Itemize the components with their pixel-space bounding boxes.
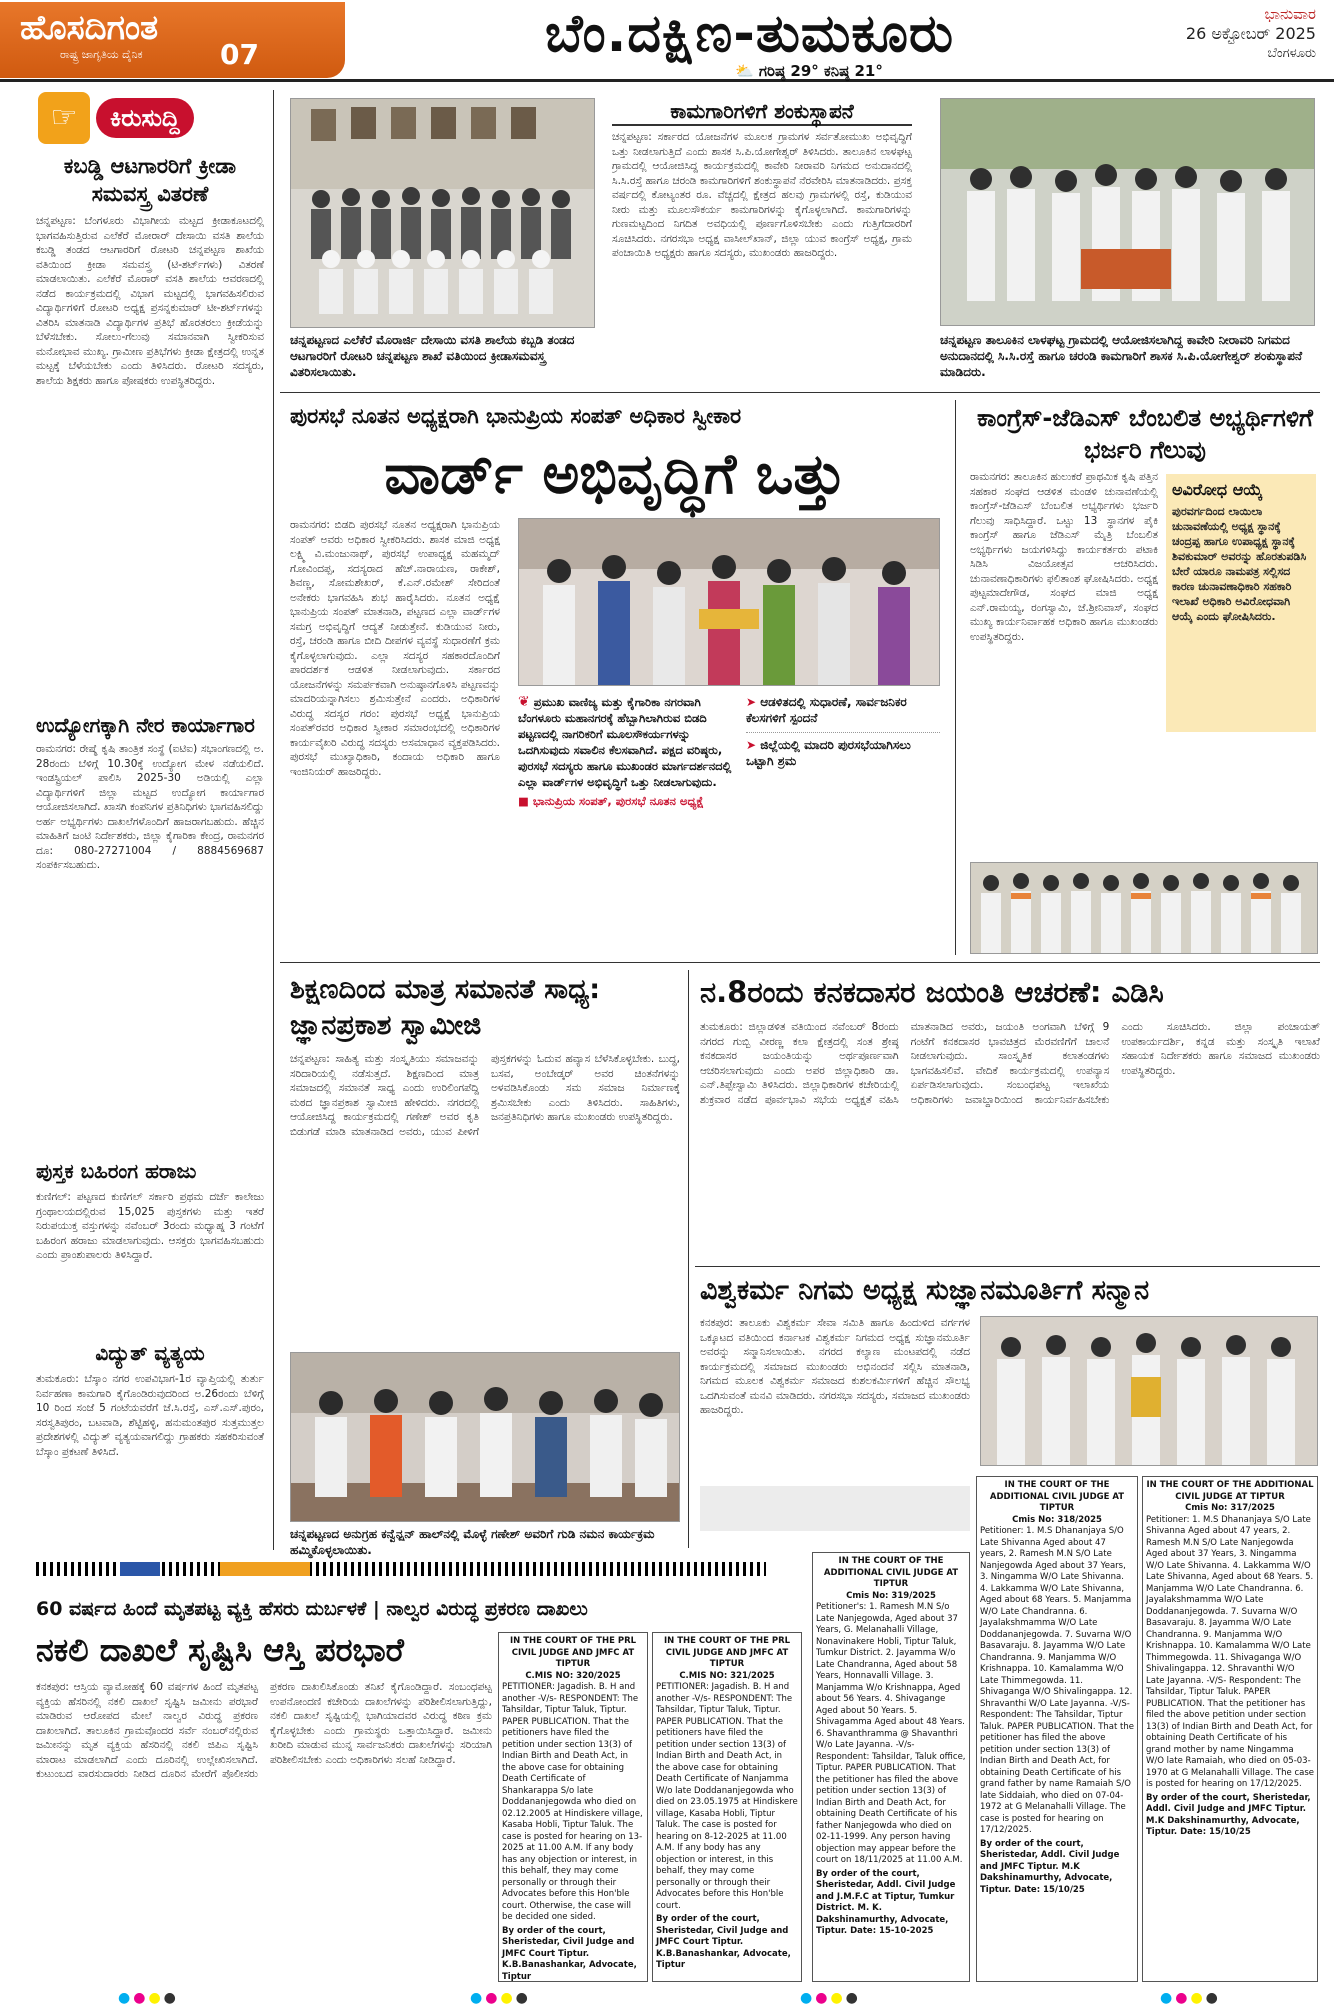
lead-body: ರಾಮನಗರ: ಬಿಡದಿ ಪುರಸಭೆ ನೂತನ ಅಧ್ಯಕ್ಷರಾಗಿ ಭಾನುಪ್ರಿಯ ಸಂಪತ್ ಅವರು ಅಧಿಕಾರ ಸ್ವೀಕರಿಸಿದರು. ಶಾಸಕ ಮಾಜಿ ಅಧ್ಯಕ್ಷ ಲಕ್ಷ್ಮಿ ವಿ.ಮಂಜುನಾಥ್, ಪುರಸಭೆ ಉಪಾಧ್ಯಕ್ಷ ಮಹಮ್ಮದ್ ಗೋವಿಂದಪ್ಪ, ಸದಸ್ಯರಾದ ಹೆಚ್.ನಾರಾಯಣ, ರಾಕೇಶ್, ಶಿವಣ್ಣ, ಸೋಮಶೇಖರ್, ಕೆ.ಎನ್.ರಮೇಶ್ ಸೇರಿದಂತೆ ಅನೇಕರು ಭಾಗವಹಿಸಿ ಶುಭ ಹಾರೈಸಿದರು. ನೂತನ ಅಧ್ಯಕ್ಷೆ ಭಾನುಪ್ರಿಯ ಸಂಪತ್ ಮಾತನಾಡಿ, ಪಟ್ಟಣದ ಎಲ್ಲಾ ವಾರ್ಡ್‌ಗಳ ಸಮಗ್ರ ಅಭಿವೃದ್ಧಿಗೆ ಆದ್ಯತೆ ನೀಡುತ್ತೇನೆ. ಕುಡಿಯುವ ನೀರು, ರಸ್ತೆ, ಚರಂಡಿ ಹಾಗೂ ಬೀದಿ ದೀಪಗಳ ವ್ಯವಸ್ಥೆ ಸುಧಾರಣೆಗೆ ಕ್ರಮ ಕೈಗೊಳ್ಳಲಾಗುವುದು. ಎಲ್ಲಾ ಸದಸ್ಯರ ಸಹಕಾರದೊಂದಿಗೆ ಪಾರದರ್ಶಕ ಆಡಳಿತ ನೀಡಲಾಗುವುದು. ಸರ್ಕಾರದ ಯೋಜನೆಗಳನ್ನು ಸಮರ್ಪಕವಾಗಿ ಅನುಷ್ಠಾನಗೊಳಿಸಿ ಪಟ್ಟಣವನ್ನು ಮಾದರಿಯನ್ನಾಗಿಸಲು ಶ್ರಮಿಸುತ್ತೇನೆ ಎಂದರು. ಅಧಿಕಾರಿಗಳ ವಿರುದ್ಧ ಸದಸ್ಯರ ಗರಂ: ಪುರಸಭೆ ಅಧ್ಯಕ್ಷೆ ಭಾನುಪ್ರಿಯ ಸಂಪತ್‌ರವರ ಅಧಿಕಾರ ಸ್ವೀಕಾರ ಸಮಾರಂಭದಲ್ಲಿ ಅಧಿಕಾರಿಗಳ ಕಾರ್ಯವೈಖರಿ ವಿರುದ್ಧ ಸದಸ್ಯರು ಅಸಮಾಧಾನ ವ್ಯಕ್ತಪಡಿಸಿದರು. ಪುರಸಭೆ ಮುಖ್ಯಾಧಿಕಾರಿ, ಕಂದಾಯ ಅಧಿಕಾರಿ ಹಾಗೂ ಇಂಜಿನಿಯರ್ ಹಾಜರಿದ್ದರು.: [290, 519, 500, 778]
kamagari-headline: ಕಾಮಗಾರಿಗಳಿಗೆ ಶಂಕುಸ್ಥಾಪನೆ: [612, 98, 912, 126]
logo-tagline: ರಾಷ್ಟ್ರ ಜಾಗೃತಿಯ ದೈನಿಕ: [60, 48, 143, 61]
photo1-caption: ಚನ್ನಪಟ್ಟಣದ ಎಲೆಕೆರೆ ಮೊರಾರ್ಜಿ ದೇಸಾಯಿ ವಸತಿ ಶಾಲೆಯ ಕಬ್ಬಡಿ ತಂಡದ ಆಟಗಾರರಿಗೆ ರೋಟರಿ ಚನ್ನಪಟ್ಟಣ ಶಾಖೆ ವತಿಯಿಂದ ಕ್ರೀಡಾಸಮವಸ್ತ್ರ ವಿತರಿಸಲಾಯಿತು.: [290, 333, 575, 379]
kanakadasa-body: ತುಮಕೂರು: ಜಿಲ್ಲಾಡಳಿತ ವತಿಯಿಂದ ನವೆಂಬರ್ 8ರಂದು ನಗರದ ಗುಬ್ಬಿ ವೀರಣ್ಣ ಕಲಾ ಕ್ಷೇತ್ರದಲ್ಲಿ ಸಂತ ಶ್ರೇಷ್ಠ ಕನಕದಾಸರ ಜಯಂತಿಯನ್ನು ಅರ್ಥಪೂರ್ಣವಾಗಿ ಆಚರಿಸಲಾಗುವುದು ಎಂದು ಅಪರ ಜಿಲ್ಲಾಧಿಕಾರಿ ಡಾ. ಎನ್.ತಿಪ್ಪೇಸ್ವಾಮಿ ತಿಳಿಸಿದರು. ಜಿಲ್ಲಾಧಿಕಾರಿಗಳ ಕಚೇರಿಯಲ್ಲಿ ಶುಕ್ರವಾರ ನಡೆದ ಪೂರ್ವಭಾವಿ ಸಭೆಯ ಅಧ್ಯಕ್ಷತೆ ವಹಿಸಿ ಮಾತನಾಡಿದ ಅವರು, ಜಯಂತಿ ಅಂಗವಾಗಿ ಬೆಳಿಗ್ಗೆ 9 ಗಂಟೆಗೆ ಕನಕದಾಸರ ಭಾವಚಿತ್ರದ ಮೆರವಣಿಗೆಗೆ ಚಾಲನೆ ನೀಡಲಾಗುವುದು. ಸಾಂಸ್ಕೃತಿಕ ಕಲಾತಂಡಗಳು ಭಾಗವಹಿಸಲಿವೆ. ವೇದಿಕೆ ಕಾರ್ಯಕ್ರಮದಲ್ಲಿ ಉಪನ್ಯಾಸ ಏರ್ಪಡಿಸಲಾಗುವುದು. ಸಂಬಂಧಪಟ್ಟ ಇಲಾಖೆಯ ಅಧಿಕಾರಿಗಳು ಜವಾಬ್ದಾರಿಯಿಂದ ಕಾರ್ಯನಿರ್ವಹಿಸಬೇಕು ಎಂದು ಸೂಚಿಸಿದರು. ಜಿಲ್ಲಾ ಪಂಚಾಯತ್ ಉಪಕಾರ್ಯದರ್ಶಿ, ಕನ್ನಡ ಮತ್ತು ಸಂಸ್ಕೃತಿ ಇಲಾಖೆ ಸಹಾಯಕ ನಿರ್ದೇಶಕರು ಹಾಗೂ ಸಮಾಜದ ಮುಖಂಡರು ಉಪಸ್ಥಿತರಿದ್ದರು.: [700, 1021, 1320, 1106]
kanakadasa-headline: ನ.8ರಂದು ಕನಕದಾಸರ ಜಯಂತಿ ಆಚರಣೆ: ಎಡಿಸಿ: [700, 975, 1164, 1009]
lead-quote: ಪ್ರಮುಖ ವಾಣಿಜ್ಯ ಮತ್ತು ಕೈಗಾರಿಕಾ ನಗರವಾಗಿ ಬೆಂಗಳೂರು ಮಹಾನಗರಕ್ಕೆ ಹೆಬ್ಬಾಗಿಲಾಗಿರುವ ಬಿಡದಿ ಪಟ್ಟಣದಲ್ಲಿ ನಾಗರಿಕರಿಗೆ ಮೂಲಸೌಕರ್ಯಗಳನ್ನು ಒದಗಿಸುವುದು ಸವಾಲಿನ ಕೆಲಸವಾಗಿದೆ. ಪಕ್ಷದ ವರಿಷ್ಠರು, ಪುರಸಭೆ ಸದಸ್ಯರು ಹಾಗೂ ಮುಖಂಡರ ಮಾರ್ಗದರ್ಶನದಲ್ಲಿ ಎಲ್ಲಾ ವಾರ್ಡ್‌ಗಳ ಅಭಿವೃದ್ಧಿಗೆ ಒತ್ತು ನೀಡಲಾಗುವುದು.: [518, 695, 732, 789]
edition-title: ಬೆಂ.ದಕ್ಷಿಣ-ತುಮಕೂರು: [545, 4, 954, 64]
pustaka-body: ಕುಣಿಗಲ್: ಪಟ್ಟಣದ ಕುಣಿಗಲ್ ಸರ್ಕಾರಿ ಪ್ರಥಮ ದರ್ಜೆ ಕಾಲೇಜು ಗ್ರಂಥಾಲಯದಲ್ಲಿರುವ 15,025 ಪುಸ್ತಕಗಳು ಮತ್ತು ಇತರೆ ನಿರುಪಯುಕ್ತ ವಸ್ತುಗಳನ್ನು ನವೆಂಬರ್ 3ರಂದು ಮಧ್ಯಾಹ್ನ 3 ಗಂಟೆಗೆ ಬಹಿರಂಗ ಹರಾಜು ಮಾಡಲಾಗುವುದು. ಆಸಕ್ತರು ಭಾಗವಹಿಸಬಹುದು ಎಂದು ಪ್ರಾಂಶುಪಾಲರು ತಿಳಿಸಿದ್ದಾರೆ.: [36, 1191, 264, 1261]
legal-notice: IN THE COURT OF THE ADDITIONAL CIVIL JUDGE AT TIPTUR Cmis No: 317/2025 Petitioner: 1. M.S Dhananjaya S/O Late Shivanna Aged about 47 years, 2. Ramesh M.N S/O Late Nanjegowda Aged about 37 Years, 3. Ningamma W/O Late Shivanna. 4. Lakkamma W/O Late Shivanna, Aged about 68 Years. 5. Manjamma W/O Late Chandranna. 6. Jayalakshmamma W/O Late Doddananjegowda. 7. Suvarna W/O Basavaraju. 8. Jayamma W/O Late Chandranna. 9. Manjamma W/O Krishnappa. 10. Kamalamma W/O Late Thimmegowda. 11. Shivaganga W/O Shivalingappa. 12. Shravanthi W/O Late Jayanna. -V/S- Respondent: The Tahsildar, Tiptur Taluk. PAPER PUBLICATION. That the petitioner has filed the above petition under section 13(3) of Indian Birth and Death Act, for obtaining Death Certificate of his grand mother by name Ningamma W/O late Ramaiah, who died on 05-03-1970 at G Melanahalli Village. The case is posted for hearing on 17/12/2025. By order of the court, Sheristedar, Addl. Civil Judge and JMFC Tiptur. M.K Dakshinamurthy, Advocate, Tiptur. Date: 15/10/25: [1142, 1476, 1318, 1982]
row-divider: [280, 962, 1320, 963]
pustaka-headline: ಪುಸ್ತಕ ಬಹಿರಂಗ ಹರಾಜು: [36, 1159, 197, 1183]
bottom-body: ಕನಕಪುರ: ಆಸ್ತಿಯ ವ್ಯಾಮೋಹಕ್ಕೆ 60 ವರ್ಷಗಳ ಹಿಂದೆ ಮೃತಪಟ್ಟ ವ್ಯಕ್ತಿಯ ಹೆಸರಿನಲ್ಲಿ ನಕಲಿ ದಾಖಲೆ ಸೃಷ್ಟಿಸಿ ಜಮೀನು ಪರಭಾರೆ ಮಾಡಿರುವ ಆರೋಪದ ಮೇಲೆ ನಾಲ್ವರ ವಿರುದ್ಧ ಪ್ರಕರಣ ದಾಖಲಾಗಿದೆ. ತಾಲೂಕಿನ ಗ್ರಾಮವೊಂದರ ಸರ್ವೆ ನಂಬರ್‌ನಲ್ಲಿರುವ ಜಮೀನನ್ನು ಮೃತ ವ್ಯಕ್ತಿಯ ಹೆಸರಿನಲ್ಲಿ ನಕಲಿ ಜಿಪಿಎ ಸೃಷ್ಟಿಸಿ ಮಾರಾಟ ಮಾಡಲಾಗಿದೆ ಎಂದು ದೂರಿನಲ್ಲಿ ಉಲ್ಲೇಖಿಸಲಾಗಿದೆ. ಕುಟುಂಬದ ವಾರಸುದಾರರು ನೀಡಿದ ದೂರಿನ ಮೇರೆಗೆ ಪೊಲೀಸರು ಪ್ರಕರಣ ದಾಖಲಿಸಿಕೊಂಡು ತನಿಖೆ ಕೈಗೊಂಡಿದ್ದಾರೆ. ಸಂಬಂಧಪಟ್ಟ ಉಪನೋಂದಣಿ ಕಚೇರಿಯ ದಾಖಲೆಗಳನ್ನು ಪರಿಶೀಲಿಸಲಾಗುತ್ತಿದ್ದು, ನಕಲಿ ದಾಖಲೆ ಸೃಷ್ಟಿಯಲ್ಲಿ ಭಾಗಿಯಾದವರ ವಿರುದ್ಧ ಕಠಿಣ ಕ್ರಮ ಕೈಗೊಳ್ಳಬೇಕು ಎಂದು ಗ್ರಾಮಸ್ಥರು ಒತ್ತಾಯಿಸಿದ್ದಾರೆ. ಜಮೀನು ಖರೀದಿ ಮಾಡುವ ಮುನ್ನ ಸಾರ್ವಜನಿಕರು ದಾಖಲೆಗಳನ್ನು ಸರಿಯಾಗಿ ಪರಿಶೀಲಿಸಬೇಕು ಎಂದು ಅಧಿಕಾರಿಗಳು ಸಲಹೆ ನೀಡಿದ್ದಾರೆ.: [36, 1681, 492, 1780]
shikshana-photo-caption: ಚನ್ನಪಟ್ಟಣದ ಅನುಗ್ರಹ ಕನ್ವೆನ್ಷನ್ ಹಾಲ್‌ನಲ್ಲಿ ಮೊಳ್ಳೆ ಗಣೇಶ್ ಅವರಿಗೆ ಗುಡಿ ನಮನ ಕಾರ್ಯಕ್ರಮ ಹಮ್ಮಿಕೊಳ್ಳಲಾಯಿತು.: [290, 1527, 655, 1557]
lead-photo: [518, 518, 940, 686]
legal-notice: IN THE COURT OF THE ADDITIONAL CIVIL JUDGE AT TIPTUR Cmis No: 319/2025 Petitioner's: 1. Ramesh M.N S/o Late Nanjegowda, Aged about 37 Years, G. Melanahalli Village, Nonavinakere Hobli, Tiptur Taluk, Tumkur District. 2. Jayamma W/o Late Chandranna, Aged about 58 Years, Honnavalli Village. 3. Manjamma W/o Krishnappa, Aged about 56 Years. 4. Shivagange Aged about 50 Years. 5. Shivagamma Aged about 48 Years. 6. Shavanthramma @ Shavanthri W/o Late Jayanna. -V/s- Respondent: Tahsildar, Taluk office, Tiptur. PAPER PUBLICATION. That the petitioner has filed the above petition under section 13(3) of Indian Birth and Death Act, for obtaining Death Certificate of his father Nanjegowda who died on 02-11-1999. Any person having objection may appear before the court on 18/11/2025 at 11.00 A.M. By order of the court, Sheristedar, Addl. Civil Judge and J.M.F.C at Tiptur, Tumkur District. M. K. Dakshinamurthy, Advocate, Tiptur. Date: 15-10-2025: [812, 1552, 970, 1982]
bottom-kicker: 60 ವರ್ಷದ ಹಿಂದೆ ಮೃತಪಟ್ಟ ವ್ಯಕ್ತಿ ಹೆಸರು ದುರ್ಬಳಕೆ | ನಾಲ್ವರ ವಿರುದ್ಧ ಪ್ರಕರಣ ದಾಖಲು: [36, 1598, 588, 1620]
lead-bullets: [746, 694, 940, 769]
ribbon-swatch: [120, 1562, 160, 1576]
lead-bullet-1: ಆಡಳಿತದಲ್ಲಿ ಸುಧಾರಣೆ, ಸಾರ್ವಜನಿಕರ ಕೆಲಸಗಳಿಗೆ ಸ್ಪಂದನೆ: [746, 695, 907, 725]
square-bullet-icon: ■: [518, 794, 533, 808]
avirodha-body: ಪುರವರ್ಗದಿಂದ ಲಾಯಿಲಾ ಚುನಾವಣೆಯಲ್ಲಿ ಅಧ್ಯಕ್ಷ ಸ್ಥಾನಕ್ಕೆ ಚಂದ್ರಪ್ಪ ಹಾಗೂ ಉಪಾಧ್ಯಕ್ಷ ಸ್ಥಾನಕ್ಕೆ ಶಿವಕುಮಾರ್ ಅವರನ್ನು ಹೊರತುಪಡಿಸಿ ಬೇರೆ ಯಾರೂ ನಾಮಪತ್ರ ಸಲ್ಲಿಸದ ಕಾರಣ ಚುನಾವಣಾಧಿಕಾರಿ ಸಹಕಾರಿ ಇಲಾಖೆ ಅಧಿಕಾರಿ ಅವಿರೋಧವಾಗಿ ಆಯ್ಕೆ ಎಂದು ಘೋಷಿಸಿದರು.: [1172, 505, 1307, 623]
vishwakarma-headline: ವಿಶ್ವಕರ್ಮ ನಿಗಮ ಅಧ್ಯಕ್ಷ ಸುಜ್ಞಾನಮೂರ್ತಿಗೆ ಸನ್ಮಾನ: [700, 1275, 1150, 1306]
arrow-bullet-icon: ➤: [746, 738, 761, 752]
quote-byline: ಭಾನುಪ್ರಿಯ ಸಂಪತ್, ಪುರಸಭೆ ನೂತನ ಅಧ್ಯಕ್ಷೆ: [532, 794, 704, 808]
newspaper-logo: [0, 2, 345, 78]
registration-marks: ●●●●: [470, 1990, 531, 2006]
date-block: [1186, 4, 1316, 64]
registration-marks: ●●●●: [1160, 1990, 1221, 2006]
legal-notice: IN THE COURT OF THE PRL CIVIL JUDGE AND JMFC AT TIPTUR C.MIS NO: 321/2025 PETITIONER: Jagadish. B. H and another -V/s- RESPONDENT: The Tahsildar, Tiptur Taluk, Tiptur. PAPER PUBLICATION. That the petitioners have filed the petition under section 13(3) of Indian Birth and Death Act, in the above case for obtaining Death Certificate of Nanjamma W/o late Doddananjegowda who died on 23.05.1975 at Hindiskere village, Kasaba Hobli, Tiptur Taluk. The case is posted for hearing on 8-12-2025 at 11.00 A.M. If any body has any objection or interest, in this behalf, they may come personally or through their Advocates before this Hon'ble court. By order of the court, Sheristedar, Civil Judge and JMFC Court Tiptur. K.B.Banashankar, Advocate, Tiptur: [652, 1632, 802, 1982]
kirusuddi-badge: ☞ ಕಿರುಸುದ್ದಿ: [38, 92, 258, 144]
lead-quote-box: [518, 694, 733, 906]
legal-notice: IN THE COURT OF THE ADDITIONAL CIVIL JUDGE AT TIPTUR Cmis No: 318/2025 Petitioner: 1. M.S Dhananjaya S/O Late Shivanna Aged about 47 years, 2. Ramesh M.N S/O Late Nanjegowda Aged about 37 Years, 3. Ningamma W/O Late Shivanna. 4. Lakkamma W/O Late Shivanna, Aged about 68 Years. 5. Manjamma W/O Late Chandranna. 6. Jayalakshmamma W/O Late Doddananjegowda. 7. Suvarna W/O Basavaraju. 8. Jayamma W/O Late Chandranna. 9. Manjamma W/O Krishnappa. 10. Kamalamma W/O Late Thimmegowda. 11. Shivaganga W/O Shivalingappa. 12. Shravanthi W/O Late Jayanna. -V/S- Respondent: The Tahsildar, Tiptur Taluk. PAPER PUBLICATION. That the petitioner has filed the above petition under section 13(3) of Indian Birth and Death Act, for obtaining Death Certificate of his grand father by name Ramaiah S/O late Siddaiah, who died on 07-04-1972 at G Melanahalli Village. The case is posted for hearing on 17/12/2025. By order of the court, Sheristedar, Addl. Civil Judge and JMFC Tiptur. M.K Dakshinamurthy, Advocate, Tiptur. Date: 15/10/25: [976, 1476, 1138, 1982]
photo2-caption: ಚನ್ನಪಟ್ಟಣ ತಾಲೂಕಿನ ಲಾಳಘಟ್ಟ ಗ್ರಾಮದಲ್ಲಿ ಆಯೋಜಿಸಲಾಗಿದ್ದ ಕಾವೇರಿ ನೀರಾವರಿ ನಿಗಮದ ಅನುದಾನದಲ್ಲಿ ಸಿ.ಸಿ.ರಸ್ತೆ ಹಾಗೂ ಚರಂಡಿ ಕಾಮಗಾರಿಗೆ ಶಾಸಕ ಸಿ.ಪಿ.ಯೋಗೇಶ್ವರ್ ಶಂಕುಸ್ಥಾಪನೆ ಮಾಡಿದರು.: [940, 333, 1303, 379]
row-divider: [280, 392, 1320, 393]
logo-name: ಹೊಸದಿಗಂತ: [20, 8, 159, 48]
book-release-photo: [290, 1352, 680, 1522]
row-divider: [695, 1266, 1320, 1267]
avirodha-title: ಅವಿರೋಧ ಆಯ್ಕೆ: [1172, 480, 1263, 499]
city-label: ಬೆಂಗಳೂರು: [1267, 46, 1316, 61]
congress-headline: ಕಾಂಗ್ರೆಸ್-ಜೆಡಿಎಸ್ ಬೆಂಬಲಿತ ಅಭ್ಯರ್ಥಿಗಳಿಗೆ ಭರ್ಜರಿ ಗೆಲುವು: [977, 404, 1313, 464]
avirodha-box: [1166, 474, 1316, 732]
page-number: 07: [220, 38, 259, 71]
pointing-hand-icon: ☞: [38, 92, 90, 144]
column-divider: [688, 970, 689, 1548]
shikshana-headline: ಶಿಕ್ಷಣದಿಂದ ಮಾತ್ರ ಸಮಾನತೆ ಸಾಧ್ಯ: ಜ್ಞಾನಪ್ರಕಾಶ ಸ್ವಾಮೀಜಿ: [290, 974, 601, 1041]
legal-notice: IN THE COURT OF THE PRL CIVIL JUDGE AND JMFC AT TIPTUR C.MIS NO: 320/2025 PETITIONER: Jagadish. B. H and another -V/s- RESPONDENT: The Tahsildar, Tiptur Taluk, Tiptur. PAPER PUBLICATION. That the petitioners have filed the petition under section 13(3) of Indian Birth and Death Act, in the above case for obtaining Death Certificate of Shankarappa S/o late Doddananjegowda who died on 02.12.2005 at Hindiskere village, Kasaba Hobli, Tiptur Taluk. The case is posted for hearing on 13-2025 at 11.00 A.M. If any body has any objection or interest, in this behalf, they may come personally or through their Advocates before this Hon'ble court. Otherwise, the case will be decided one sided. By order of the court, Sheristedar, Civil Judge and JMFC Court Tiptur. K.B.Banashankar, Advocate, Tiptur: [498, 1632, 648, 1982]
lead-kicker: ಪುರಸಭೆ ನೂತನ ಅಧ್ಯಕ್ಷರಾಗಿ ಭಾನುಪ್ರಿಯ ಸಂಪತ್ ಅಧಿಕಾರ ಸ್ವೀಕಾರ: [290, 404, 742, 428]
date-label: 26 ಅಕ್ಟೋಬರ್ 2025: [1185, 24, 1316, 43]
ad-placeholder: [700, 1486, 970, 1531]
vidyut-body: ತುಮಕೂರು: ಬೆಸ್ಕಾಂ ನಗರ ಉಪವಿಭಾಗ-1ರ ವ್ಯಾಪ್ತಿಯಲ್ಲಿ ತುರ್ತು ನಿರ್ವಹಣಾ ಕಾಮಗಾರಿ ಕೈಗೊಂಡಿರುವುದರಿಂದ ಅ.26ರಂದು ಬೆಳಿಗ್ಗೆ 10 ರಿಂದ ಸಂಜೆ 5 ಗಂಟೆಯವರೆಗೆ ಜೆ.ಸಿ.ರಸ್ತೆ, ಎಸ್.ಎಸ್.ಪುರಂ, ಸರಸ್ವತಿಪುರಂ, ಬಟವಾಡಿ, ಶೆಟ್ಟಿಹಳ್ಳಿ, ಹನುಮಂತಪುರ ಸುತ್ತಮುತ್ತಲ ಪ್ರದೇಶಗಳಲ್ಲಿ ವಿದ್ಯುತ್ ವ್ಯತ್ಯಯವಾಗಲಿದ್ದು ಗ್ರಾಹಕರು ಸಹಕರಿಸುವಂತೆ ಬೆಸ್ಕಾಂ ಪ್ರಕಟಣೆ ತಿಳಿಸಿದೆ.: [36, 1373, 264, 1458]
registration-marks: ●●●●: [118, 1990, 179, 2006]
kabaddi-body: ಚನ್ನಪಟ್ಟಣ: ಬೆಂಗಳೂರು ವಿಭಾಗೀಯ ಮಟ್ಟದ ಕ್ರೀಡಾಕೂಟದಲ್ಲಿ ಭಾಗವಹಿಸುತ್ತಿರುವ ಎಲೆಕೆರೆ ಮೋರಾರ್ ದೇಸಾಯಿ ವಸತಿ ಶಾಲೆಯ ಕಬಡ್ಡಿ ತಂಡದ ಆಟಗಾರರಿಗೆ ರೋಟರಿ ಚನ್ನಪಟ್ಟಣ ಶಾಖೆಯ ವತಿಯಿಂದ ಕ್ರೀಡಾ ಸಮವಸ್ತ್ರ (ಟಿ-ಶರ್ಟ್‌ಗಳು) ವಿತರಣೆ ಮಾಡಲಾಯಿತು. ಎಲೆಕೆರೆ ಮೊರಾರ್ ವಸತಿ ಶಾಲೆಯ ಆವರಣದಲ್ಲಿ ನಡೆದ ಕಾರ್ಯಕ್ರಮದಲ್ಲಿ ವಿಭಾಗ ಮಟ್ಟದಲ್ಲಿ ಭಾಗವಹಿಸಲಿರುವ ವಿದ್ಯಾರ್ಥಿಗಳಿಗೆ ರೋಟರಿ ಅಧ್ಯಕ್ಷ ಪ್ರಸನ್ನಕುಮಾರ್ ಟೀ-ಶರ್ಟ್‌ಗಳನ್ನು ವಿತರಿಸಿ ಮಾತನಾಡಿ ವಿದ್ಯಾರ್ಥಿಗಳ ಪ್ರತಿಭೆ ಹೊರತರಲು ಕ್ರೀಡೆಯನ್ನು ಬೆಳೆಸಬೇಕು. ಸೋಲು-ಗೆಲುವು ಸಮಾನವಾಗಿ ಸ್ವೀಕರಿಸುವ ಮನೋಭಾವ ಮುಖ್ಯ. ಗ್ರಾಮೀಣ ಪ್ರತಿಭೆಗಳು ಕ್ರೀಡಾ ಕ್ಷೇತ್ರದಲ್ಲಿ ಉನ್ನತ ಮಟ್ಟಕ್ಕೆ ಬೆಳೆಯಬೇಕು ಎಂದು ತಿಳಿಸಿದರು. ರೋಟರಿ ಸದಸ್ಯರು, ಶಾಲೆಯ ಶಿಕ್ಷಕರು ಹಾಗೂ ಪೋಷಕರು ಉಪಸ್ಥಿತರಿದ್ದರು.: [36, 215, 264, 387]
udyoga-body: ರಾಮನಗರ: ರೇಷ್ಮೆ ಕೃಷಿ ತಾಂತ್ರಿಕ ಸಂಸ್ಥೆ (ಐಟಿಐ) ಸಭಾಂಗಣದಲ್ಲಿ ಅ. 28ರಂದು ಬೆಳಿಗ್ಗೆ 10.30ಕ್ಕೆ ಉದ್ಯೋಗ ಮೇಳ ನಡೆಯಲಿದೆ. ಇಂಡಸ್ಟ್ರಿಯಲ್ ಪಾಲಿಸಿ 2025-30 ಅಡಿಯಲ್ಲಿ ಎಲ್ಲಾ ವಿದ್ಯಾರ್ಥಿಗಳಿಗೆ ಜಿಲ್ಲಾ ಮಟ್ಟದ ಉದ್ಯೋಗ ಕಾರ್ಯಾಗಾರ ಆಯೋಜಿಸಲಾಗಿದೆ. ಖಾಸಗಿ ಕಂಪನಿಗಳ ಪ್ರತಿನಿಧಿಗಳು ಭಾಗವಹಿಸಲಿದ್ದು ಅರ್ಹ ಅಭ್ಯರ್ಥಿಗಳು ದಾಖಲೆಗಳೊಂದಿಗೆ ಹಾಜರಾಗಬಹುದು. ಹೆಚ್ಚಿನ ಮಾಹಿತಿಗೆ ಜಂಟಿ ನಿರ್ದೇಶಕರು, ಜಿಲ್ಲಾ ಕೈಗಾರಿಕಾ ಕೇಂದ್ರ, ರಾಮನಗರ ದೂ: 080-27271004 / 8884569687 ಸಂಪರ್ಕಿಸಬಹುದು.: [36, 743, 264, 871]
column-divider: [273, 90, 274, 1550]
kabaddi-team-photo: [290, 98, 595, 328]
election-winners-photo: [970, 862, 1318, 954]
day-label: ಭಾನುವಾರ: [1264, 5, 1316, 23]
lead-bullet-2: ಜಿಲ್ಲೆಯಲ್ಲಿ ಮಾದರಿ ಪುರಸಭೆಯಾಗಿಸಲು ಒಟ್ಟಾಗಿ ಶ್ರಮ: [746, 738, 911, 768]
udyoga-headline: ಉದ್ಯೋಗಕ್ಕಾಗಿ ನೇರ ಕಾರ್ಯಾಗಾರ: [36, 713, 255, 737]
arrow-bullet-icon: ➤: [746, 695, 761, 709]
masthead: [0, 0, 1334, 82]
shikshana-body: ಚನ್ನಪಟ್ಟಣ: ಸಾಹಿತ್ಯ ಮತ್ತು ಸಂಸ್ಕೃತಿಯು ಸಮಾಜವನ್ನು ಸರಿದಾರಿಯಲ್ಲಿ ನಡೆಸುತ್ತದೆ. ಶಿಕ್ಷಣದಿಂದ ಮಾತ್ರ ಸಮಾಜದಲ್ಲಿ ಸಮಾನತೆ ಸಾಧ್ಯ ಎಂದು ಉರಿಲಿಂಗಪೆದ್ದಿ ಮಠದ ಜ್ಞಾನಪ್ರಕಾಶ ಸ್ವಾಮೀಜಿ ಹೇಳಿದರು. ನಗರದಲ್ಲಿ ಆಯೋಜಿಸಿದ್ದ ಕಾರ್ಯಕ್ರಮದಲ್ಲಿ ಗಣೇಶ್ ಅವರ ಕೃತಿ ಬಿಡುಗಡೆ ಮಾಡಿ ಮಾತನಾಡಿದ ಅವರು, ಯುವ ಪೀಳಿಗೆ ಪುಸ್ತಕಗಳನ್ನು ಓದುವ ಹವ್ಯಾಸ ಬೆಳೆಸಿಕೊಳ್ಳಬೇಕು. ಬುದ್ಧ, ಬಸವ, ಅಂಬೇಡ್ಕರ್ ಅವರ ಚಿಂತನೆಗಳನ್ನು ಅಳವಡಿಸಿಕೊಂಡು ಸಮ ಸಮಾಜ ನಿರ್ಮಾಣಕ್ಕೆ ಶ್ರಮಿಸಬೇಕು ಎಂದು ತಿಳಿಸಿದರು. ಸಾಹಿತಿಗಳು, ಜನಪ್ರತಿನಿಧಿಗಳು ಹಾಗೂ ಮುಖಂಡರು ಉಪಸ್ಥಿತರಿದ್ದರು.: [290, 1053, 680, 1138]
congress-body: ರಾಮನಗರ: ತಾಲೂಕಿನ ಹುಲುಕರೆ ಪ್ರಾಥಮಿಕ ಕೃಷಿ ಪತ್ತಿನ ಸಹಕಾರ ಸಂಘದ ಆಡಳಿತ ಮಂಡಳಿ ಚುನಾವಣೆಯಲ್ಲಿ ಕಾಂಗ್ರೆಸ್-ಜೆಡಿಎಸ್ ಬೆಂಬಲಿತ ಅಭ್ಯರ್ಥಿಗಳು ಭರ್ಜರಿ ಗೆಲುವು ಸಾಧಿಸಿದ್ದಾರೆ. ಒಟ್ಟು 13 ಸ್ಥಾನಗಳ ಪೈಕಿ ಕಾಂಗ್ರೆಸ್ ಹಾಗೂ ಜೆಡಿಎಸ್ ಮೈತ್ರಿ ಬೆಂಬಲಿತ ಅಭ್ಯರ್ಥಿಗಳು ಜಯಗಳಿಸಿದ್ದು ಕಾರ್ಯಕರ್ತರು ಪಟಾಕಿ ಸಿಡಿಸಿ ವಿಜಯೋತ್ಸವ ಆಚರಿಸಿದರು. ಚುನಾವಣಾಧಿಕಾರಿಗಳು ಫಲಿತಾಂಶ ಘೋಷಿಸಿದರು. ಅಧ್ಯಕ್ಷ ಪುಟ್ಟಮಾದೇಗೌಡ, ಸಂಘದ ಮಾಜಿ ಅಧ್ಯಕ್ಷ ಎನ್.ರಾಮಯ್ಯ, ರಂಗಸ್ವಾಮಿ, ಜೆ.ಶ್ರೀನಿವಾಸ್, ಸಂಘದ ಮುಖ್ಯ ಕಾರ್ಯನಿರ್ವಾಹಕ ಅಧಿಕಾರಿ ಹಾಗೂ ಮುಖಂಡರು ಉಪಸ್ಥಿತರಿದ್ದರು.: [970, 471, 1158, 643]
kamagari-body: ಚನ್ನಪಟ್ಟಣ: ಸರ್ಕಾರದ ಯೋಜನೆಗಳ ಮೂಲಕ ಗ್ರಾಮಗಳ ಸರ್ವತೋಮುಖ ಅಭಿವೃದ್ಧಿಗೆ ಒತ್ತು ನೀಡಲಾಗುತ್ತಿದೆ ಎಂದು ಶಾಸಕ ಸಿ.ಪಿ.ಯೋಗೇಶ್ವರ್ ತಿಳಿಸಿದರು. ತಾಲೂಕಿನ ಲಾಳಘಟ್ಟ ಗ್ರಾಮದಲ್ಲಿ ಆಯೋಜಿಸಿದ್ದ ಕಾರ್ಯಕ್ರಮದಲ್ಲಿ ಕಾವೇರಿ ನೀರಾವರಿ ನಿಗಮದ ಅನುದಾನದಲ್ಲಿ ಸಿ.ಸಿ.ರಸ್ತೆ ಹಾಗೂ ಚರಂಡಿ ಕಾಮಗಾರಿಗಳಿಗೆ ಶಂಕುಸ್ಥಾಪನೆ ನೆರವೇರಿಸಿ ಮಾತನಾಡಿದರು. ಪ್ರಸಕ್ತ ವರ್ಷದಲ್ಲಿ ಕೋಟ್ಯಂತರ ರೂ. ವೆಚ್ಚದಲ್ಲಿ ಕ್ಷೇತ್ರದ ಹಲವು ಗ್ರಾಮಗಳಲ್ಲಿ ರಸ್ತೆ, ಕುಡಿಯುವ ನೀರು ಮತ್ತು ಮೂಲಸೌಕರ್ಯ ಕಾಮಗಾರಿಗಳನ್ನು ಕೈಗೊಳ್ಳಲಾಗಿದೆ. ಕಾಮಗಾರಿಗಳನ್ನು ಗುಣಮಟ್ಟದಿಂದ ನಿಗದಿತ ಅವಧಿಯಲ್ಲಿ ಪೂರ್ಣಗೊಳಿಸಬೇಕು ಎಂದು ಗುತ್ತಿಗೆದಾರರಿಗೆ ಸೂಚಿಸಿದರು. ನಗರಸಭಾ ಅಧ್ಯಕ್ಷ ವಾಸೀಲ್‌ಖಾನ್, ಜಿಲ್ಲಾ ಯುವ ಕಾಂಗ್ರೆಸ್ ಅಧ್ಯಕ್ಷ, ಗ್ರಾಮ ಪಂಚಾಯಿತಿ ಅಧ್ಯಕ್ಷರು ಹಾಗೂ ಸದಸ್ಯರು, ಮುಖಂಡರು ಹಾಜರಿದ್ದರು.: [612, 131, 912, 259]
weather-readout: ⛅ ಗರಿಷ್ಠ 29° ಕನಿಷ್ಠ 21°: [735, 62, 883, 80]
kabaddi-headline: ಕಬಡ್ಡಿ ಆಟಗಾರರಿಗೆ ಕ್ರೀಡಾ ಸಮವಸ್ತ್ರ ವಿತರಣೆ: [63, 154, 237, 206]
shankustapane-photo: [940, 98, 1315, 326]
column-divider: [955, 400, 956, 955]
sun-cloud-icon: ⛅: [735, 62, 754, 80]
felicitation-photo: [980, 1316, 1318, 1466]
vishwakarma-body: ಕನಕಪುರ: ತಾಲೂಕು ವಿಶ್ವಕರ್ಮ ಸೇವಾ ಸಮಿತಿ ಹಾಗೂ ಹಿಂದುಳಿದ ವರ್ಗಗಳ ಒಕ್ಕೂಟದ ವತಿಯಿಂದ ಕರ್ನಾಟಕ ವಿಶ್ವಕರ್ಮ ನಿಗಮದ ಅಧ್ಯಕ್ಷ ಸುಜ್ಞಾನಮೂರ್ತಿ ಅವರನ್ನು ಸನ್ಮಾನಿಸಲಾಯಿತು. ನಗರದ ಕಲ್ಯಾಣ ಮಂಟಪದಲ್ಲಿ ನಡೆದ ಕಾರ್ಯಕ್ರಮದಲ್ಲಿ ಸಮಾಜದ ಮುಖಂಡರು ಅಭಿನಂದನೆ ಸಲ್ಲಿಸಿ ಮಾತನಾಡಿ, ನಿಗಮದ ಮೂಲಕ ವಿಶ್ವಕರ್ಮ ಸಮಾಜದ ಕುಶಲಕರ್ಮಿಗಳಿಗೆ ಹೆಚ್ಚಿನ ಸೌಲಭ್ಯ ಒದಗಿಸುವಂತೆ ಮನವಿ ಮಾಡಿದರು. ನಗರಸಭಾ ಸದಸ್ಯರು, ಸಮಾಜದ ಮುಖಂಡರು ಹಾಜರಿದ್ದರು.: [700, 1317, 970, 1416]
bottom-headline: ನಕಲಿ ದಾಖಲೆ ಸೃಷ್ಟಿಸಿ ಆಸ್ತಿ ಪರಭಾರೆ: [36, 1631, 404, 1669]
registration-marks: ●●●●: [800, 1990, 861, 2006]
ribbon-swatch: [220, 1562, 310, 1576]
lead-headline: ವಾರ್ಡ್ ಅಭಿವೃದ್ಧಿಗೆ ಒತ್ತು: [384, 442, 846, 507]
vidyut-headline: ವಿದ್ಯುತ್ ವ್ಯತ್ಯಯ: [95, 1341, 205, 1365]
quote-drop-icon: ❦: [518, 694, 530, 710]
